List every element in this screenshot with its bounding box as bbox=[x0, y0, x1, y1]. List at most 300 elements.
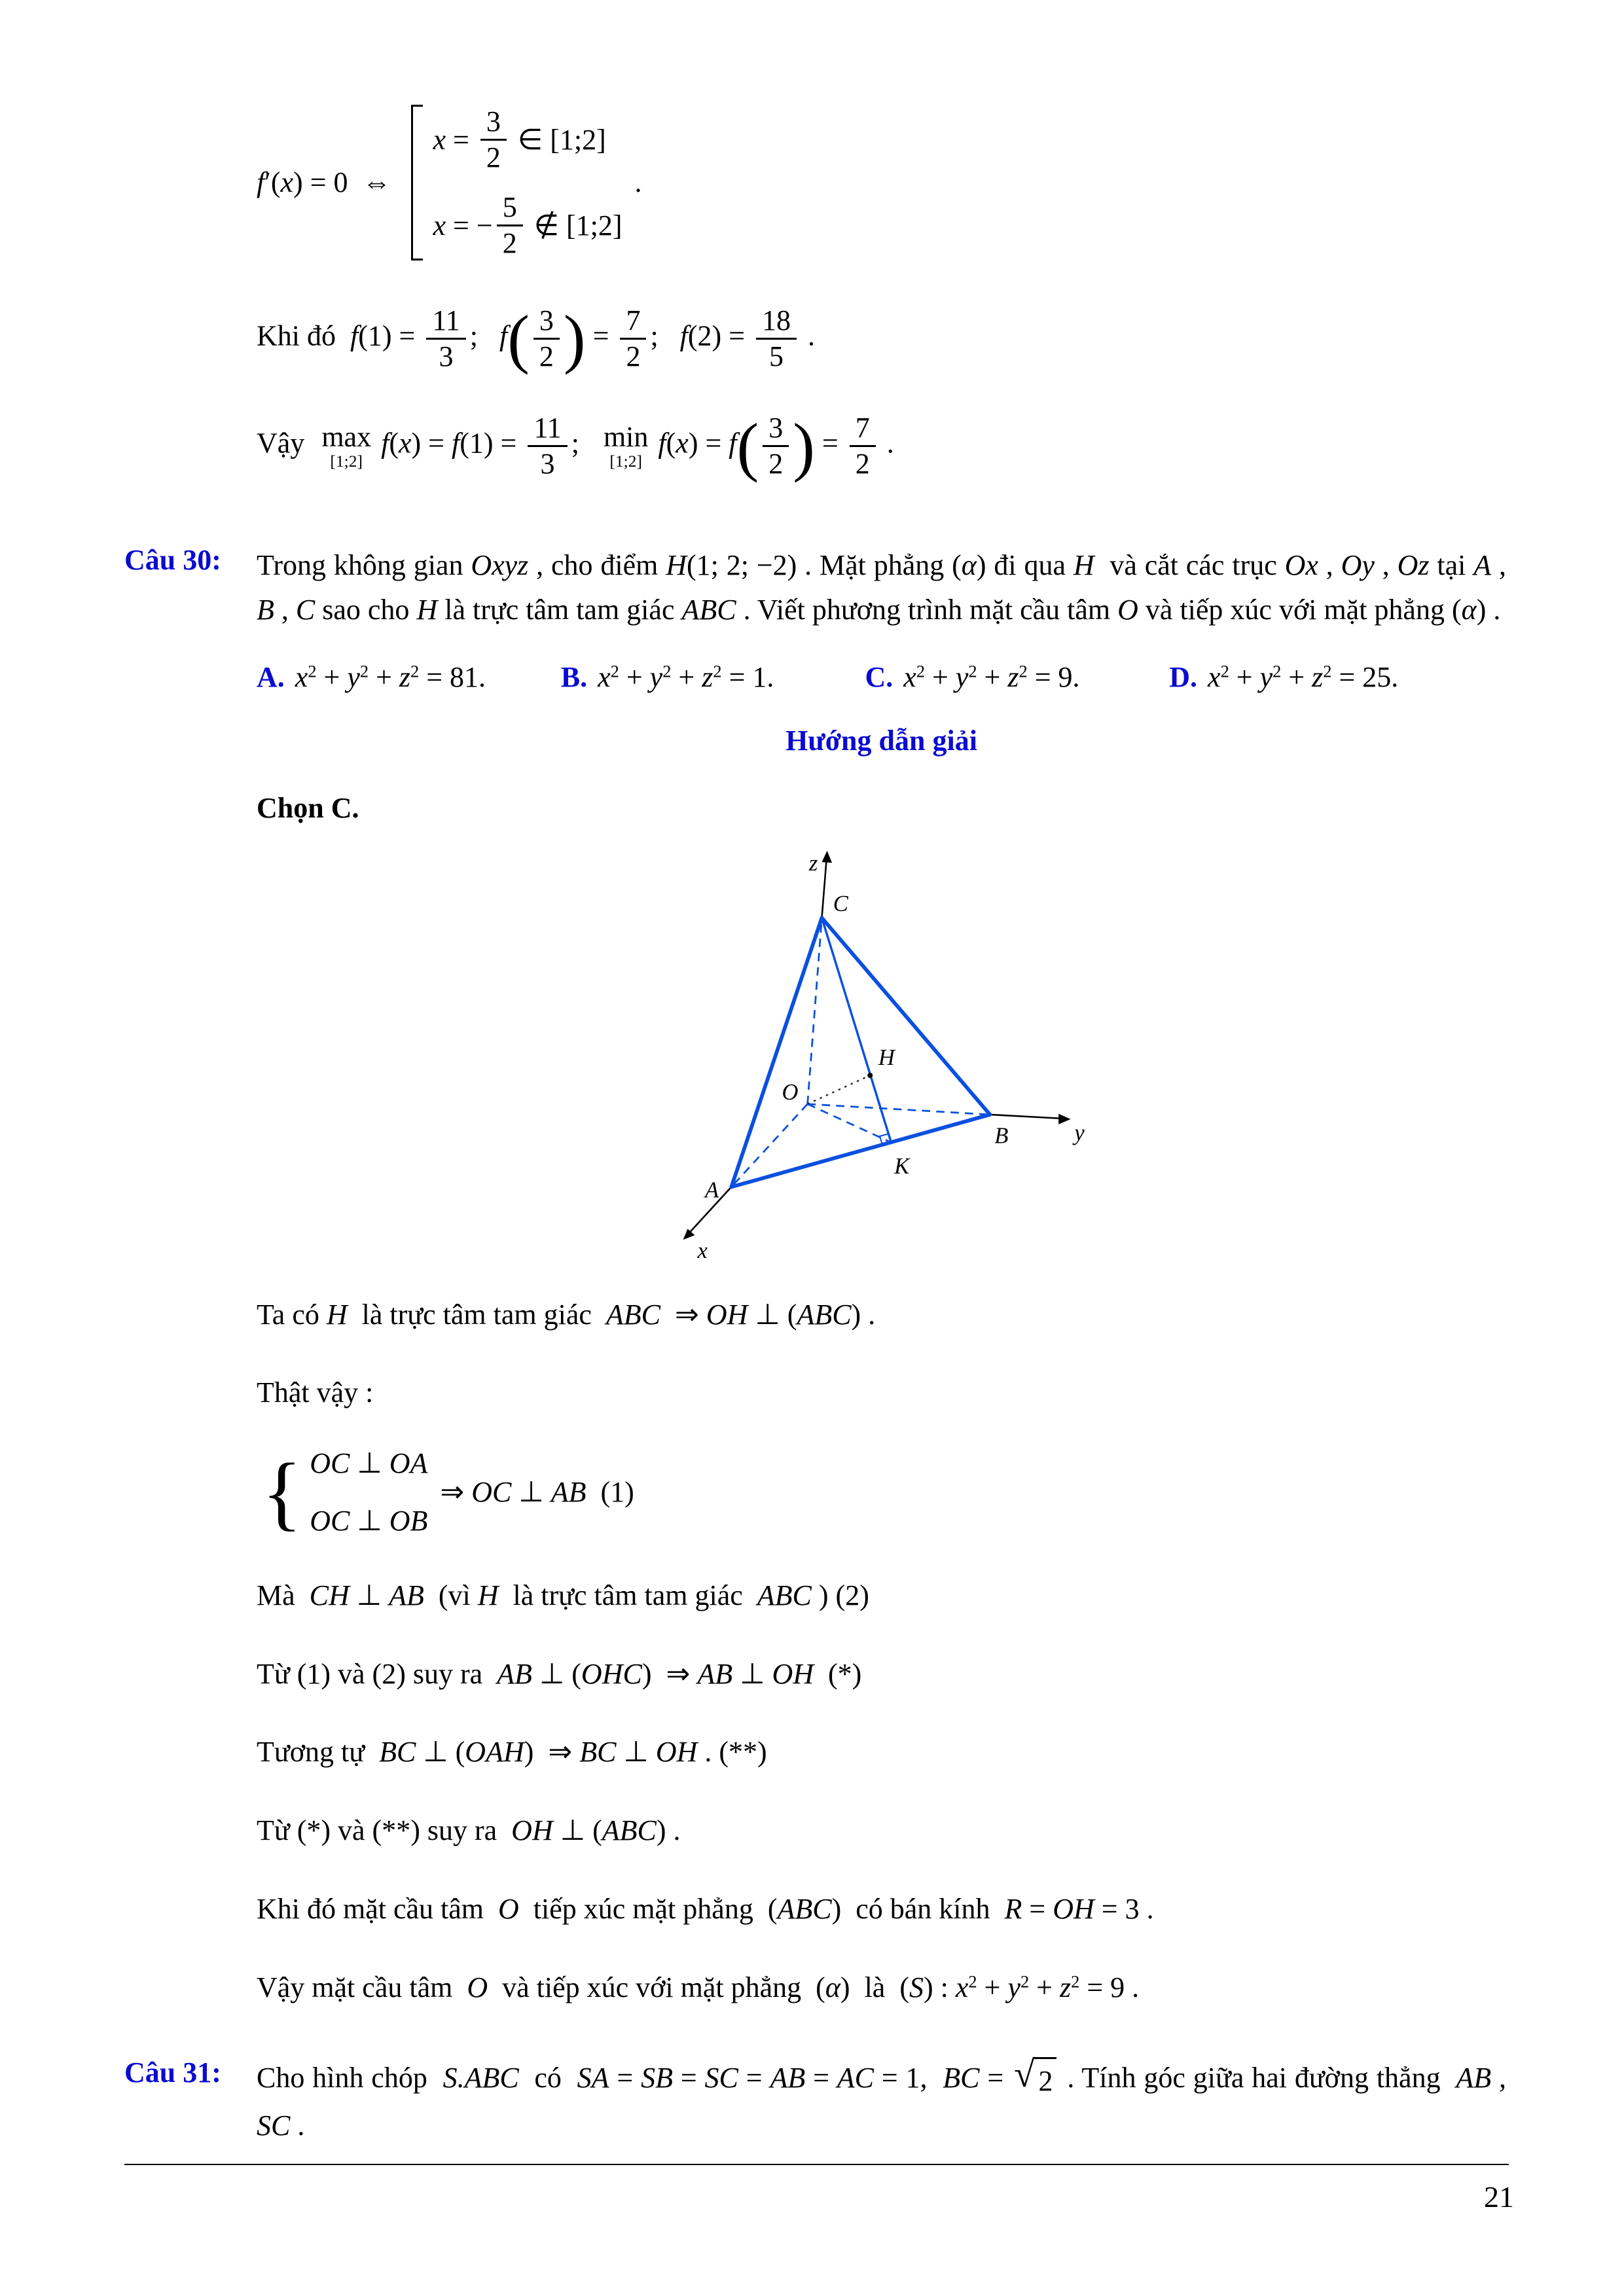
math-mi: OC bbox=[310, 1447, 350, 1480]
math-mt: = 1. bbox=[721, 660, 774, 693]
math-mi: AB bbox=[497, 1657, 532, 1690]
math-mi: AB bbox=[1456, 2061, 1492, 2094]
solution-step-system bbox=[257, 1443, 1506, 1542]
math-num bbox=[620, 304, 646, 340]
label-b: B bbox=[994, 1123, 1009, 1149]
solution-step-ma bbox=[257, 1575, 1506, 1617]
question-31-label: Câu 31: bbox=[124, 2056, 221, 2089]
math-frac bbox=[533, 304, 560, 374]
math-mt: 2 bbox=[486, 141, 501, 173]
math-mt: ) (2) bbox=[811, 1579, 869, 1611]
y-axis-arrow bbox=[1058, 1113, 1070, 1124]
math-mt: + bbox=[977, 660, 1008, 693]
math-mi: S.ABC bbox=[442, 2061, 519, 2094]
math-mi: H bbox=[666, 549, 687, 582]
math-mt: 2 bbox=[855, 448, 870, 480]
math-mt: [1;2] bbox=[609, 451, 642, 471]
math-mi: Oxyz bbox=[471, 549, 529, 582]
math-mt: ) đi qua bbox=[976, 549, 1074, 582]
math-mt: min bbox=[603, 421, 649, 454]
math-mt: = bbox=[585, 319, 617, 352]
math-mt: ⊥ bbox=[349, 1579, 389, 1611]
option-d-letter: D. bbox=[1169, 660, 1198, 693]
math-mi: H bbox=[326, 1298, 348, 1331]
math-mi: OH bbox=[706, 1298, 748, 1331]
math-mi: AB bbox=[697, 1657, 733, 1690]
math-mt: 3 bbox=[768, 412, 784, 444]
math-mi: z bbox=[1312, 660, 1324, 693]
math-msup: 2 bbox=[1019, 661, 1028, 681]
math-den bbox=[620, 340, 646, 374]
math-mi: α bbox=[1461, 594, 1477, 626]
math-mt: = bbox=[1022, 1893, 1053, 1925]
hidden-edge-oc bbox=[808, 918, 822, 1103]
math-mi: x bbox=[1208, 660, 1221, 693]
math-num bbox=[480, 105, 507, 141]
math-mi: O bbox=[498, 1893, 519, 1925]
math-mi: x bbox=[903, 660, 916, 693]
math-frac bbox=[497, 190, 523, 260]
math-mt: (1) bbox=[586, 1476, 634, 1509]
math-mt: , bbox=[1491, 2061, 1521, 2094]
label-y: y bbox=[1074, 1120, 1085, 1145]
math-msup: 2 bbox=[713, 661, 722, 681]
math-mt: Mà bbox=[257, 1579, 310, 1611]
math-mt: (2) = bbox=[687, 319, 753, 352]
math-underw bbox=[604, 422, 648, 470]
math-us bbox=[609, 453, 642, 471]
math-mt: + bbox=[1229, 660, 1260, 693]
math-msup: 2 bbox=[1272, 661, 1282, 681]
math-mi: z bbox=[1007, 660, 1019, 693]
option-c bbox=[865, 660, 1170, 694]
math-mt: ∉ [1;2] bbox=[526, 209, 623, 242]
math-mi: f bbox=[350, 319, 359, 352]
math-mi: S bbox=[909, 1971, 924, 2003]
page-number: 21 bbox=[1484, 2180, 1514, 2214]
math-mi: H bbox=[1073, 549, 1094, 582]
math-msup: 2 bbox=[662, 661, 672, 681]
math-mi: SA bbox=[577, 2061, 609, 2094]
segment-oh bbox=[808, 1075, 871, 1104]
math-mi: SB bbox=[641, 2061, 673, 2094]
math-mt: (1) = bbox=[358, 319, 423, 352]
math-mt: + bbox=[1281, 660, 1312, 693]
math-mi: y bbox=[649, 660, 663, 693]
math-mt: = bbox=[609, 2061, 641, 2094]
display-math-khido bbox=[257, 304, 1506, 374]
math-mi: z bbox=[1060, 1971, 1072, 2003]
math-mt: 2 bbox=[768, 448, 784, 480]
math-den bbox=[480, 141, 507, 175]
footer-rule bbox=[124, 2164, 1509, 2165]
math-msup: 2 bbox=[410, 661, 420, 681]
math-mt: = − bbox=[446, 209, 493, 242]
math-mi: f bbox=[257, 166, 265, 199]
math-mi: x bbox=[598, 660, 611, 693]
math-mi: x bbox=[433, 123, 446, 156]
math-srow bbox=[433, 105, 623, 175]
math-mt: + bbox=[977, 1971, 1008, 2003]
math-mt: + bbox=[619, 660, 650, 693]
math-mt: ′( bbox=[264, 166, 281, 199]
math-mi: Oy bbox=[1341, 549, 1375, 582]
math-mi: x bbox=[295, 660, 308, 693]
math-mt: ⊥ ( bbox=[552, 1814, 602, 1847]
math-mi: OHC bbox=[581, 1657, 642, 1690]
math-mi: OH bbox=[1053, 1893, 1094, 1925]
edge-ab bbox=[731, 1115, 990, 1187]
math-mt: 2 bbox=[1038, 2064, 1053, 2097]
math-mt: + bbox=[1029, 1971, 1060, 2003]
math-mi: y bbox=[955, 660, 969, 693]
math-mt: . bbox=[879, 427, 894, 459]
math-stackw: { OC ⊥ OA OC ⊥ OB bbox=[262, 1443, 427, 1542]
math-mi: x bbox=[433, 209, 446, 242]
math-mt: . bbox=[290, 2109, 305, 2142]
math-mt: (1) = bbox=[460, 427, 524, 459]
math-mt: và tiếp xúc với mặt phẳng ( bbox=[488, 1971, 825, 2003]
math-mt: Tương tự bbox=[257, 1736, 380, 1768]
option-a bbox=[257, 660, 561, 694]
math-mi: f bbox=[499, 319, 508, 352]
math-mt: Khi đó mặt cầu tâm bbox=[257, 1893, 499, 1925]
math-msup: 2 bbox=[968, 1971, 977, 1992]
math-frac bbox=[756, 304, 797, 374]
math-mt: (vì bbox=[424, 1579, 478, 1611]
math-mi: C bbox=[295, 594, 316, 626]
edge-bc bbox=[822, 918, 990, 1115]
math-num bbox=[426, 304, 465, 340]
math-mt: Cho hình chóp bbox=[257, 2061, 443, 2094]
math-mt: + bbox=[925, 660, 956, 693]
math-mt: + bbox=[671, 660, 702, 693]
math-mt: và tiếp xúc với mặt phẳng ( bbox=[1138, 594, 1462, 626]
chosen-answer: Chọn C. bbox=[257, 791, 359, 824]
math-mt bbox=[651, 427, 658, 459]
math-den bbox=[763, 340, 789, 374]
math-mi: OB bbox=[389, 1505, 428, 1537]
math-mi: BC bbox=[579, 1736, 617, 1768]
point-h-dot bbox=[867, 1073, 873, 1078]
math-mi: AB bbox=[550, 1476, 586, 1509]
math-mt: ) . bbox=[656, 1814, 681, 1847]
math-mt: 2 bbox=[626, 340, 641, 372]
math-mi: x bbox=[955, 1971, 969, 2003]
math-mt: (*) bbox=[814, 1657, 862, 1690]
math-mi: B bbox=[257, 594, 274, 626]
math-mi: y bbox=[1259, 660, 1273, 693]
math-mi: f bbox=[381, 427, 389, 459]
answer-options bbox=[257, 660, 1506, 694]
math-mt: Trong không gian bbox=[257, 549, 471, 582]
math-mi: f bbox=[729, 427, 737, 459]
math-msup: 2 bbox=[1220, 661, 1229, 681]
math-mt: ⊥ bbox=[350, 1447, 389, 1480]
option-d bbox=[1169, 660, 1473, 694]
math-mi: y bbox=[1007, 1971, 1020, 2003]
math-mt: , bbox=[1491, 549, 1514, 582]
question-31-text bbox=[257, 2053, 1521, 2149]
math-msup: 2 bbox=[1071, 1971, 1080, 1992]
label-k: K bbox=[894, 1153, 910, 1179]
label-z: z bbox=[808, 850, 818, 876]
option-a-letter: A. bbox=[257, 660, 285, 693]
math-ub bbox=[321, 422, 371, 452]
math-bpc bbox=[530, 304, 564, 374]
math-sqbr bbox=[411, 105, 423, 260]
math-mt: tiếp xúc mặt phẳng ( bbox=[518, 1893, 778, 1925]
math-radc bbox=[1034, 2057, 1056, 2104]
math-mt: ⊥ ( bbox=[532, 1657, 581, 1690]
math-mi: H bbox=[416, 594, 438, 626]
math-srow bbox=[310, 1443, 427, 1484]
math-mi: O bbox=[1117, 594, 1138, 626]
math-mi: α bbox=[961, 549, 977, 582]
math-mt: và cắt các trục bbox=[1094, 549, 1285, 582]
math-mt: ; bbox=[650, 319, 680, 352]
math-stackw bbox=[411, 105, 623, 260]
math-mi: ABC bbox=[757, 1579, 812, 1611]
math-mt: ⇒ bbox=[660, 1298, 706, 1331]
math-mt: = bbox=[673, 2061, 705, 2094]
solution-guide-title: Hướng dẫn giải bbox=[785, 724, 977, 757]
math-mt: ) có bán kính bbox=[831, 1893, 1005, 1925]
solution-step-tu12 bbox=[257, 1653, 1506, 1695]
figure-container bbox=[257, 842, 1506, 1264]
diagram-3d bbox=[670, 842, 1092, 1264]
math-den bbox=[535, 447, 561, 481]
math-mi: OC bbox=[471, 1476, 512, 1509]
math-mi: BC bbox=[379, 1736, 416, 1768]
math-mt: 18 bbox=[762, 304, 791, 336]
math-mi: CH bbox=[309, 1579, 350, 1611]
math-us bbox=[330, 453, 363, 471]
math-rad: √ bbox=[1014, 2053, 1035, 2095]
solution-step-vay bbox=[257, 1967, 1506, 2009]
math-num bbox=[533, 304, 560, 340]
math-bpw: ( $\frac{3}{2}$ ) bbox=[736, 409, 815, 483]
math-mt: ⊥ bbox=[732, 1657, 772, 1690]
math-num bbox=[763, 411, 789, 447]
math-msup: 2 bbox=[1020, 1971, 1030, 1992]
math-frac bbox=[850, 411, 876, 481]
math-stack bbox=[433, 105, 623, 260]
question-30-text bbox=[257, 543, 1514, 632]
math-mt: 2 bbox=[502, 226, 517, 259]
math-mi: ABC bbox=[602, 1814, 657, 1847]
edge-ca bbox=[731, 918, 821, 1187]
option-d-formula bbox=[1208, 660, 1398, 694]
math-mt: ; bbox=[469, 319, 499, 352]
math-num bbox=[528, 411, 567, 447]
math-frac bbox=[620, 304, 646, 374]
label-o: O bbox=[782, 1079, 799, 1105]
label-h: H bbox=[878, 1045, 895, 1070]
math-num bbox=[850, 411, 876, 447]
math-stack bbox=[310, 1443, 427, 1542]
math-mi: x bbox=[280, 166, 294, 199]
math-mi: OA bbox=[389, 1447, 428, 1480]
math-mt: ⊥ ( bbox=[416, 1736, 465, 1768]
math-den bbox=[533, 340, 560, 374]
math-mt: Từ (1) và (2) suy ra bbox=[257, 1657, 497, 1690]
math-srow bbox=[310, 1500, 427, 1542]
math-mt: + bbox=[369, 660, 399, 693]
solution-step-taco bbox=[257, 1294, 1506, 1336]
math-mt: ) . bbox=[1476, 594, 1501, 626]
math-mi: R bbox=[1004, 1893, 1022, 1925]
math-num bbox=[756, 304, 797, 340]
math-mt: . (**) bbox=[697, 1736, 767, 1768]
math-mt: 3 bbox=[439, 340, 454, 372]
math-mt: = 9. bbox=[1027, 660, 1080, 693]
math-mi: α bbox=[825, 1971, 840, 2003]
question-30 bbox=[124, 543, 1514, 2008]
math-mt: , bbox=[1374, 549, 1398, 582]
math-underw bbox=[321, 422, 371, 470]
math-mi: H bbox=[477, 1579, 499, 1611]
math-ub bbox=[604, 422, 648, 452]
math-mt: , cho điểm bbox=[528, 549, 666, 582]
math-mi: Ox bbox=[1284, 549, 1318, 582]
math-frac bbox=[480, 105, 507, 175]
hidden-edge-ob bbox=[808, 1103, 990, 1114]
math-frac bbox=[763, 411, 789, 481]
math-mt: ( bbox=[389, 427, 399, 459]
math-mi: OC bbox=[310, 1505, 350, 1537]
math-mt: 5 bbox=[769, 340, 784, 372]
math-mi: OH bbox=[655, 1736, 698, 1768]
math-mt: = 81. bbox=[419, 660, 486, 693]
math-mt: ) ⇒ bbox=[641, 1657, 698, 1690]
math-mt: Vậy mặt cầu tâm bbox=[257, 1971, 467, 2003]
math-mi: SC bbox=[704, 2061, 738, 2094]
math-mt: 5 bbox=[502, 190, 517, 223]
math-mt: , bbox=[274, 594, 296, 626]
math-mi: ABC bbox=[777, 1893, 832, 1925]
math-mt: ⊥ bbox=[350, 1505, 389, 1537]
math-mt: là trực tâm tam giác bbox=[347, 1298, 606, 1331]
question-31 bbox=[124, 2053, 1521, 2149]
option-b-formula bbox=[598, 660, 774, 694]
math-mi: BC bbox=[943, 2061, 980, 2094]
math-mt: = bbox=[814, 427, 846, 459]
math-mi: ABC bbox=[605, 1298, 661, 1331]
math-mi: OAH bbox=[465, 1736, 524, 1768]
math-sqrtw bbox=[1014, 2053, 1056, 2104]
math-mt: Vậy bbox=[257, 427, 319, 459]
math-mt: [1;2] bbox=[330, 451, 363, 471]
math-mt: = 3 . bbox=[1094, 1893, 1154, 1925]
math-mt: có bbox=[518, 2061, 577, 2094]
math-mi: OH bbox=[772, 1657, 814, 1690]
x-axis-arrow bbox=[683, 1229, 695, 1240]
display-math-vay bbox=[257, 411, 1506, 481]
math-mt: Ta có bbox=[257, 1298, 327, 1331]
math-mt: , bbox=[1318, 549, 1341, 582]
math-bpc bbox=[759, 411, 793, 481]
math-mi: AB bbox=[770, 2061, 806, 2094]
option-c-letter: C. bbox=[865, 660, 893, 693]
math-den bbox=[497, 226, 523, 260]
math-mt: . bbox=[801, 319, 816, 352]
math-mt: 3 bbox=[486, 105, 501, 137]
segment-ok bbox=[808, 1103, 892, 1142]
math-mt: ) : bbox=[923, 1971, 956, 2003]
math-mi: Oz bbox=[1397, 549, 1430, 582]
math-mi: f bbox=[679, 319, 688, 352]
question-30-label: Câu 30: bbox=[124, 544, 221, 577]
solution-step-thatvay: Thật vậy : bbox=[257, 1376, 374, 1409]
math-mt: ∈ [1;2] bbox=[510, 123, 606, 156]
math-mt: ) = bbox=[411, 427, 452, 459]
math-mt: ) = bbox=[688, 427, 729, 459]
math-mt: . bbox=[627, 166, 642, 199]
solution-step-tusao bbox=[257, 1810, 1506, 1852]
math-mt: ) . bbox=[851, 1298, 876, 1331]
math-mt: ⊥ bbox=[616, 1736, 656, 1768]
math-mi: f bbox=[451, 427, 460, 459]
math-mt: ) ⇒ bbox=[524, 1736, 580, 1768]
math-mt: = bbox=[805, 2061, 837, 2094]
math-mt: Khi đó bbox=[257, 319, 350, 352]
math-mt: . Tính góc giữa hai đường thẳng bbox=[1059, 2061, 1456, 2094]
math-num bbox=[497, 190, 523, 226]
math-mi: x bbox=[676, 427, 689, 459]
math-mi: ABC bbox=[681, 594, 736, 626]
math-frac bbox=[528, 411, 567, 481]
math-mi: y bbox=[347, 660, 360, 693]
math-mt: tại bbox=[1429, 549, 1474, 582]
math-den bbox=[850, 447, 876, 481]
option-c-formula bbox=[903, 660, 1079, 694]
math-mt: 11 bbox=[432, 304, 460, 336]
solution-step-khido bbox=[257, 1888, 1506, 1930]
math-mt: = bbox=[446, 123, 477, 156]
math-mt: = bbox=[979, 2061, 1012, 2094]
math-srow bbox=[433, 190, 623, 260]
label-a: A bbox=[704, 1177, 719, 1203]
math-den bbox=[433, 340, 460, 374]
math-mt: ⊥ ( bbox=[748, 1298, 797, 1331]
math-mt: max bbox=[321, 421, 372, 454]
math-mt: = bbox=[738, 2061, 770, 2094]
math-msup: 2 bbox=[916, 661, 926, 681]
math-mt: = 9 . bbox=[1079, 1971, 1140, 2003]
math-mt: ( bbox=[666, 427, 676, 459]
altitude-ck bbox=[822, 918, 892, 1142]
math-msup: 2 bbox=[308, 661, 317, 681]
math-mt: 7 bbox=[626, 304, 641, 336]
math-mt: (1; 2; −2) . Mặt phẳng ( bbox=[687, 549, 962, 582]
math-mt: 7 bbox=[855, 412, 870, 444]
math-mt: ; bbox=[571, 427, 601, 459]
math-mi: f bbox=[658, 427, 666, 459]
math-mi: O bbox=[467, 1971, 488, 2003]
math-mt: = 1, bbox=[874, 2061, 943, 2094]
math-mi: x bbox=[398, 427, 412, 459]
math-mi: z bbox=[702, 660, 713, 693]
math-mt: 11 bbox=[533, 412, 562, 444]
z-axis-arrow bbox=[822, 850, 833, 862]
z-axis bbox=[822, 861, 827, 918]
math-mt: 2 bbox=[539, 340, 554, 372]
math-den bbox=[763, 447, 789, 481]
math-msup: 2 bbox=[1323, 661, 1332, 681]
math-mt: ) = 0 ⇔ bbox=[293, 166, 406, 199]
math-mt: là trực tâm tam giác bbox=[437, 594, 682, 626]
